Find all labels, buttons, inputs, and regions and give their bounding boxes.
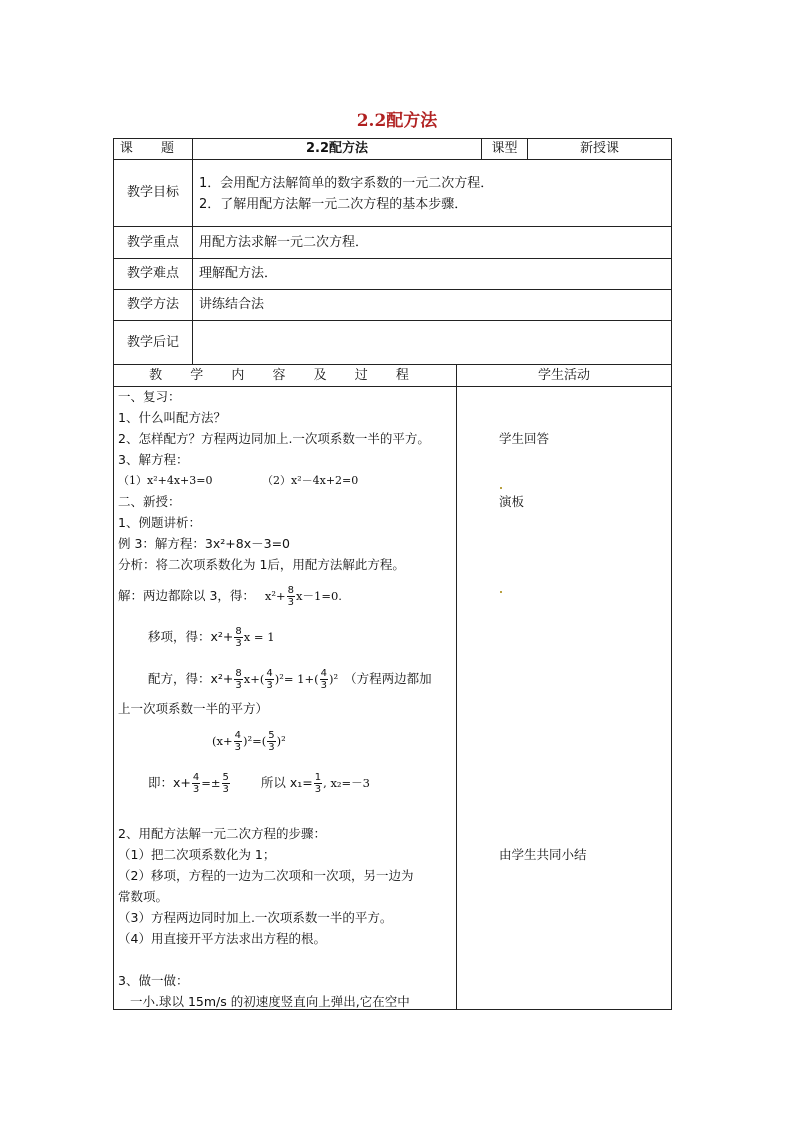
document-title: 2.2配方法 bbox=[356, 111, 438, 131]
step-text: 移项，得：x²+ bbox=[148, 629, 234, 644]
difficulty-label: 教学难点 bbox=[126, 266, 179, 281]
numerator: 4 bbox=[192, 772, 200, 783]
fraction bbox=[265, 668, 273, 691]
example-heading: 1、例题讲析： bbox=[118, 515, 201, 530]
numerator: 4 bbox=[320, 668, 327, 679]
step-text: 即：x+ bbox=[148, 775, 191, 790]
review-q3: 3、解方程： bbox=[118, 452, 189, 467]
solution-step-square-form bbox=[212, 726, 286, 756]
solution-step-divide bbox=[118, 581, 342, 611]
step-note-continued: 上一次项系数一半的平方） bbox=[118, 701, 269, 716]
denominator: 3 bbox=[320, 680, 327, 691]
numerator: 8 bbox=[235, 626, 242, 637]
denominator: 3 bbox=[314, 784, 322, 795]
column-divider bbox=[192, 138, 193, 365]
steps-item-4: （4）用直接开平方法求出方程的根。 bbox=[118, 931, 326, 946]
numerator: 8 bbox=[235, 668, 242, 679]
denominator: 3 bbox=[235, 638, 242, 649]
fraction bbox=[234, 730, 242, 753]
row-divider bbox=[113, 159, 672, 160]
denominator: 3 bbox=[266, 680, 273, 691]
math-term: )²= 1+( bbox=[274, 672, 319, 686]
new-lesson-heading: 二、新授： bbox=[118, 494, 181, 509]
ke-xing-value: 新授课 bbox=[579, 141, 619, 156]
fraction bbox=[222, 772, 230, 795]
solution-step-roots bbox=[148, 768, 370, 798]
notes-value bbox=[199, 321, 669, 364]
activity-board: 演板 bbox=[499, 494, 525, 509]
goal-line-2: 2．了解用配方法解一元二次方程的基本步骤． bbox=[199, 197, 468, 212]
fraction bbox=[314, 772, 322, 795]
review-heading: 一、复习： bbox=[118, 389, 181, 404]
row-divider bbox=[113, 386, 672, 387]
numerator: 4 bbox=[234, 730, 241, 741]
steps-item-2-continued: 常数项。 bbox=[118, 889, 169, 904]
math-term: )² bbox=[328, 672, 339, 686]
table-border-right bbox=[671, 138, 672, 1010]
step-text: 配方，得：x²+ bbox=[148, 671, 234, 686]
math-term: x－1=0. bbox=[296, 589, 342, 603]
practice-problem: 一小.球以 15m/s 的初速度竖直向上弹出,它在空中 bbox=[130, 994, 410, 1009]
difficulty-value: 理解配方法． bbox=[199, 266, 278, 281]
notes-label: 教学后记 bbox=[126, 334, 179, 350]
focus-value: 用配方法求解一元二次方程． bbox=[199, 234, 369, 250]
denominator: 3 bbox=[222, 784, 229, 795]
denominator: 3 bbox=[287, 597, 295, 608]
marker-dot bbox=[500, 487, 502, 489]
method-label: 教学方法 bbox=[126, 297, 179, 312]
denominator: 3 bbox=[234, 742, 241, 753]
step-note: （方程两边都加 bbox=[344, 671, 432, 686]
numerator: 4 bbox=[266, 668, 273, 679]
numerator: 5 bbox=[268, 730, 275, 741]
denominator: 3 bbox=[235, 680, 242, 691]
review-equation-2: （2）x²－4x+2=0 bbox=[262, 474, 359, 487]
activity-summary: 由学生共同小结 bbox=[499, 847, 587, 862]
step-text: 解：两边都除以 3，得： bbox=[118, 588, 255, 603]
goal-line-1: 1．会用配方法解简单的数字系数的一元二次方程． bbox=[199, 176, 494, 191]
marker-dot bbox=[500, 591, 502, 593]
fraction bbox=[320, 668, 328, 691]
math-term: =± bbox=[201, 776, 221, 790]
example-analysis: 分析：将二次项系数化为 1后，用配方法解此方程。 bbox=[118, 557, 405, 572]
example-problem: 例 3：解方程：3x²+8x－3=0 bbox=[118, 536, 290, 551]
ke-xing-label: 课型 bbox=[491, 141, 518, 156]
denominator: 3 bbox=[192, 784, 200, 795]
math-term: x+( bbox=[243, 672, 265, 686]
goal-label: 教学目标 bbox=[126, 185, 179, 200]
math-term: )²=( bbox=[242, 734, 267, 748]
math-term: )² bbox=[276, 734, 286, 748]
steps-item-3: （3）方程两边同时加上.一次项系数一半的平方。 bbox=[118, 910, 393, 925]
review-q2: 2、怎样配方？方程两边同加上.一次项系数一半的平方。 bbox=[118, 431, 430, 446]
math-term: , x₂=－3 bbox=[323, 776, 370, 790]
numerator: 1 bbox=[314, 772, 322, 783]
column-divider bbox=[456, 364, 457, 1010]
fraction bbox=[267, 730, 275, 753]
process-header: 教 学 内 容 及 过 程 bbox=[149, 367, 421, 383]
method-value: 讲练结合法 bbox=[199, 297, 265, 312]
numerator: 8 bbox=[287, 585, 295, 596]
fraction bbox=[287, 585, 295, 608]
ke-ti-label: 课 题 bbox=[119, 141, 187, 156]
step-text: 所以 x₁= bbox=[260, 775, 313, 790]
activity-answer: 学生回答 bbox=[499, 431, 550, 446]
solution-step-move bbox=[148, 622, 275, 652]
math-term: x = 1 bbox=[243, 630, 275, 644]
math-term: x²+ bbox=[264, 589, 286, 603]
review-q1: 1、什么叫配方法？ bbox=[118, 410, 226, 425]
focus-label: 教学重点 bbox=[126, 234, 179, 250]
fraction bbox=[234, 626, 242, 649]
ke-ti-value: 2.2配方法 bbox=[305, 141, 369, 156]
review-equation-1: （1）x²+4x+3=0 bbox=[118, 474, 213, 487]
solution-step-complete-square bbox=[148, 664, 432, 694]
numerator: 5 bbox=[222, 772, 229, 783]
steps-item-2: （2）移项，方程的一边为二次项和一次项，另一边为 bbox=[118, 868, 414, 883]
fraction bbox=[192, 772, 200, 795]
steps-item-1: （1）把二次项系数化为 1； bbox=[118, 847, 276, 862]
math-term: (x+ bbox=[212, 734, 233, 748]
steps-heading: 2、用配方法解一元二次方程的步骤： bbox=[118, 826, 326, 841]
fraction bbox=[234, 668, 242, 691]
practice-heading: 3、做一做： bbox=[118, 973, 189, 988]
activity-header: 学生活动 bbox=[537, 367, 590, 383]
denominator: 3 bbox=[268, 742, 275, 753]
